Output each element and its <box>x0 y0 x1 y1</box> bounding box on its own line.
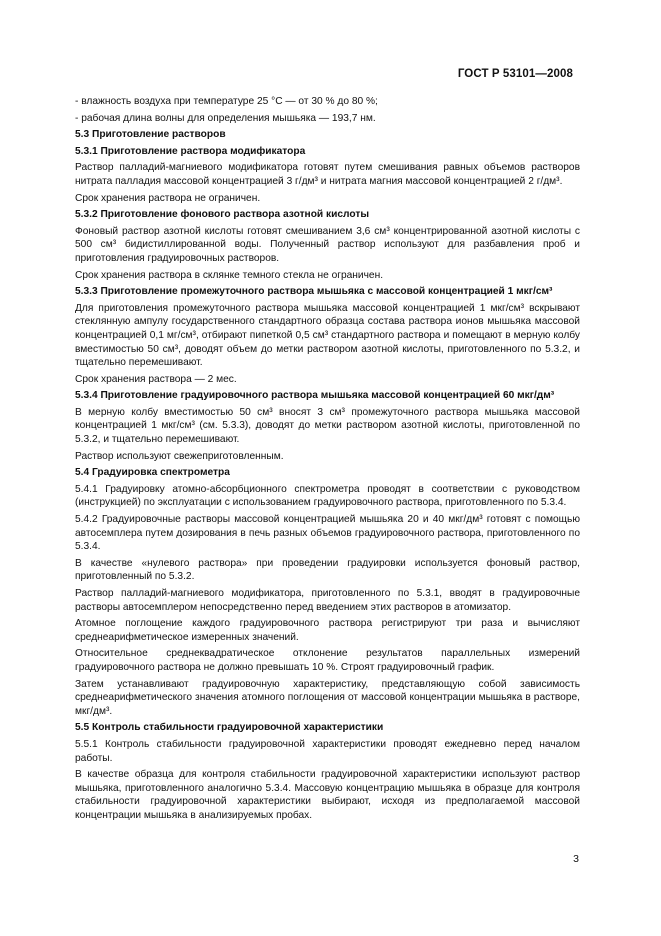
paragraph: 5.4.2 Градуировочные растворы массовой концентрацией мышьяка 20 и 40 мкг/дм³ готовят с помощью автосемплера путем дозирования в печь разных объемов градуировочного раствора, приготовленного по 5.3.4. <box>75 514 580 553</box>
paragraph: Затем устанавливают градуировочную характеристику, представляющую собой зависимость среднеарифметического значения атомного поглощения от массовой концентрации мышьяка в растворе, мкг/дм³. <box>75 678 580 717</box>
paragraph: Фоновый раствор азотной кислоты готовят смешиванием 3,6 см³ концентрированной азотной кислоты с 500 см³ бидистиллированной воды. Полученный раствор используют для разбавления проб и приготовления градуировочных растворов. <box>75 225 580 264</box>
subsection-heading: 5.3.3 Приготовление промежуточного раствора мышьяка с массовой концентрацией 1 мкг/см³ <box>75 286 553 298</box>
paragraph: 5.4.1 Градуировку атомно-абсорбционного спектрометра проводят в соответствии с руководством (инструкцией) по эксплуатации с использованием градуировочного раствора, приготовленного по 5.3.4. <box>75 483 580 509</box>
section-heading: 5.3 Приготовление растворов <box>75 129 226 141</box>
paragraph: Срок хранения раствора в склянке темного стекла не ограничен. <box>75 269 384 281</box>
document-body <box>75 95 580 826</box>
paragraph: Раствор палладий-магниевого модификатора готовят путем смешивания равных объемов растворов нитрата палладия массовой концентрацией 3 г/дм³ и нитрата магния массовой концентрацией 2 г/дм³. <box>75 162 580 187</box>
paragraph: Раствор используют свежеприготовленным. <box>75 450 284 462</box>
paragraph: В качестве образца для контроля стабильности градуировочной характеристики используют раствор мышьяка, приготовленного аналогично 5.3.4. Массовую концентрацию мышьяка в образце для контроля стабильности градуировочной характеристики выбирают, исходя из предполагаемой массовой концентрации мышьяка в анализируемых пробах. <box>75 769 580 821</box>
paragraph: Срок хранения раствора не ограничен. <box>75 192 261 204</box>
paragraph: Раствор палладий-магниевого модификатора, приготовленного по 5.3.1, вводят в градуировочные растворы автосемплером непосредственно перед введением этих растворов в атомизатор. <box>75 588 580 613</box>
page-number: 3 <box>573 853 579 865</box>
document-id: ГОСТ Р 53101—2008 <box>457 68 573 80</box>
section-heading: 5.4 Градуировка спектрометра <box>75 467 230 479</box>
paragraph: Атомное поглощение каждого градуировочного раствора регистрируют три раза и вычисляют среднеарифметическое измеренных значений. <box>75 618 580 643</box>
subsection-heading: 5.3.2 Приготовление фонового раствора азотной кислоты <box>75 209 370 221</box>
paragraph: В мерную колбу вместимостью 50 см³ вносят 3 см³ промежуточного раствора мышьяка массовой концентрацией 1 мкг/см³ (см. 5.3.3), доводят до метки раствором азотной кислоты, приготовленной по 5.3.2, и тщательно перемешивают. <box>75 406 580 446</box>
subsection-heading: 5.3.4 Приготовление градуировочного раствора мышьяка массовой концентрацией 60 мкг/дм³ <box>75 390 555 402</box>
paragraph: В качестве «нулевого раствора» при проведении градуировки используется фоновый раствор, приготовленный по 5.3.2. <box>75 557 580 583</box>
list-item: - рабочая длина волны для определения мышьяка — 193,7 нм. <box>75 112 376 124</box>
subsection-heading: 5.3.1 Приготовление раствора модификатора <box>75 145 306 157</box>
paragraph: Относительное среднеквадратическое отклонение результатов параллельных измерений градуировочного раствора не должно превышать 10 %. Строят градуировочный график. <box>75 648 580 673</box>
paragraph: Для приготовления промежуточного раствора мышьяка массовой концентрацией 1 мкг/см³ вскрывают стеклянную ампулу государственного стандартного образца состава раствора ионов мышьяка массовой концентрацией 0,1 мг/см³, отбирают пипеткой 0,5 см³ стандартного раствора и помещают в мерную колбу вместимостью 50 см³, доводят объем до метки раствором азотной кислоты, приготовленного по 5.3.2, и тщательно перемешивают. <box>75 302 580 369</box>
list-item: - влажность воздуха при температуре 25 °C — от 30 % до 80 %; <box>75 96 378 107</box>
paragraph: Срок хранения раствора — 2 мес. <box>75 373 237 385</box>
paragraph: 5.5.1 Контроль стабильности градуировочной характеристики проводят ежедневно перед началом работы. <box>75 738 580 764</box>
section-heading: 5.5 Контроль стабильности градуировочной характеристики <box>75 722 384 734</box>
